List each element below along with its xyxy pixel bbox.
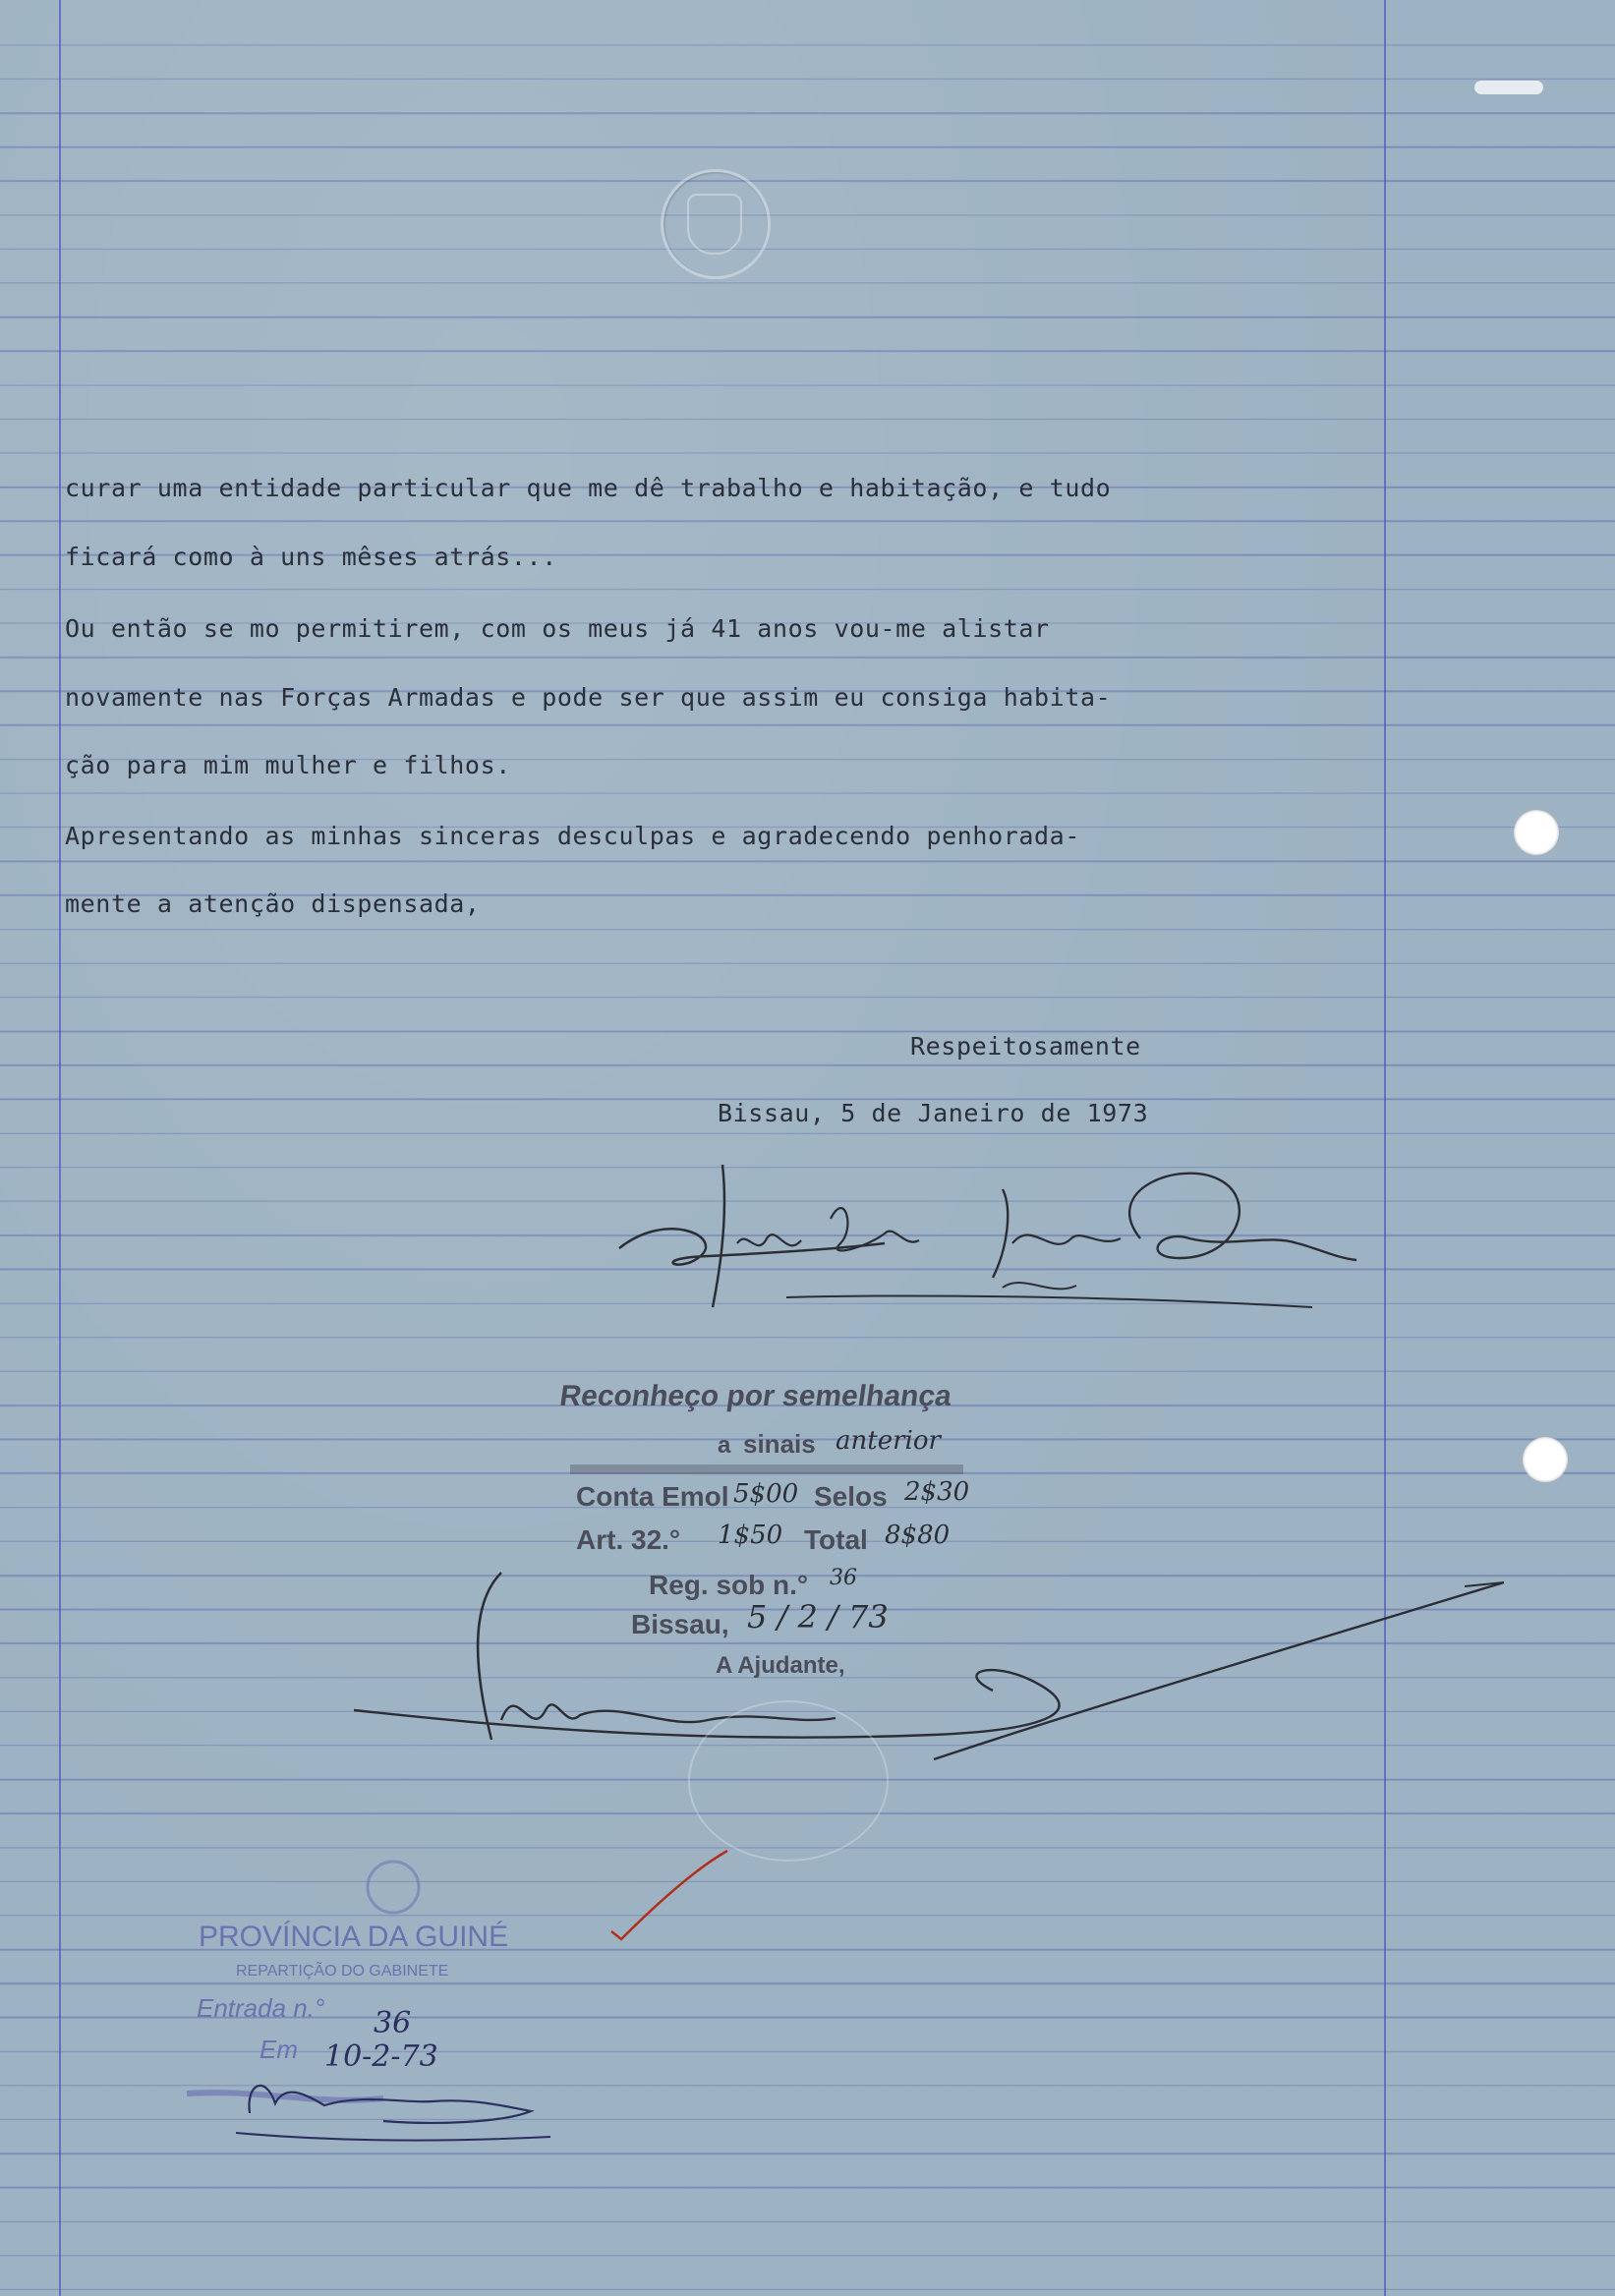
left-margin-line — [59, 0, 61, 2296]
entry-stamp-line2: REPARTIÇÃO DO GABINETE — [236, 1963, 449, 1980]
body-line-1: curar uma entidade particular que me dê trabalho e habitação, e tudo — [65, 474, 1112, 502]
body-line-7: mente a atenção dispensada, — [65, 890, 481, 918]
notary-stamp-hand4b: 8$80 — [885, 1521, 951, 1550]
notary-stamp-line4a: Art. 32.° — [576, 1524, 681, 1555]
notary-stamp-hand2: anterior — [836, 1426, 941, 1456]
notary-stamp-line2: sinais — [743, 1429, 816, 1459]
entry-stamp-line1: PROVÍNCIA DA GUINÉ — [199, 1921, 509, 1953]
notary-stamp-line7: A Ajudante, — [716, 1652, 845, 1679]
entry-stamp-number: 36 — [374, 2006, 412, 2040]
notary-stamp-hand3b: 2$30 — [904, 1477, 970, 1507]
notary-stamp-line3a: Conta Emol — [576, 1481, 729, 1512]
entry-stamp-line4: Em — [260, 2035, 298, 2064]
body-line-2: ficará como à uns mêses atrás... — [65, 543, 557, 571]
notary-stamp-hand3a: 5$00 — [733, 1479, 799, 1509]
entry-stamp — [177, 1848, 609, 2172]
notary-stamp-line3b: Selos — [814, 1481, 888, 1512]
notary-stamp-hand6: 5 / 2 / 73 — [747, 1598, 889, 1636]
notary-stamp-line6: Bissau, — [631, 1609, 729, 1639]
body-line-5: ção para mim mulher e filhos. — [65, 751, 511, 779]
closing: Respeitosamente — [910, 1032, 1141, 1061]
notary-stamp-hand5: 36 — [830, 1566, 857, 1590]
punch-hole-bottom — [1523, 1437, 1568, 1482]
notary-signature — [344, 1563, 1524, 1789]
notary-stamp-hand4a: 1$50 — [718, 1521, 783, 1550]
notary-stamp-line5: Reg. sob n.° — [649, 1570, 809, 1600]
red-check-mark — [600, 1843, 737, 1951]
notary-stamp-line1: Reconheço por semelhança — [557, 1380, 954, 1412]
entry-stamp-date: 10-2-73 — [324, 2039, 438, 2074]
author-signature — [590, 1150, 1376, 1317]
right-margin-line — [1384, 0, 1386, 2296]
body-line-6: Apresentando as minhas sinceras desculpas e agradecendo penhorada- — [65, 822, 1080, 850]
punch-hole-top — [1514, 810, 1559, 855]
body-line-3: Ou então se mo permitirem, com os meus já 41 anos vou-me alistar — [65, 614, 1050, 643]
notary-stamp-line4b: Total — [804, 1524, 868, 1555]
place-date: Bissau, 5 de Janeiro de 1973 — [718, 1099, 1149, 1127]
body-line-4: novamente nas Forças Armadas e pode ser que assim eu consiga habita- — [65, 683, 1112, 712]
paper-clip-mark — [1474, 81, 1543, 94]
dry-seal-mark — [688, 1700, 889, 1862]
embossed-seal-icon — [661, 169, 771, 279]
notary-stamp-prefix: a — [718, 1432, 731, 1459]
entry-stamp-line3: Entrada n.° — [197, 1993, 325, 2023]
